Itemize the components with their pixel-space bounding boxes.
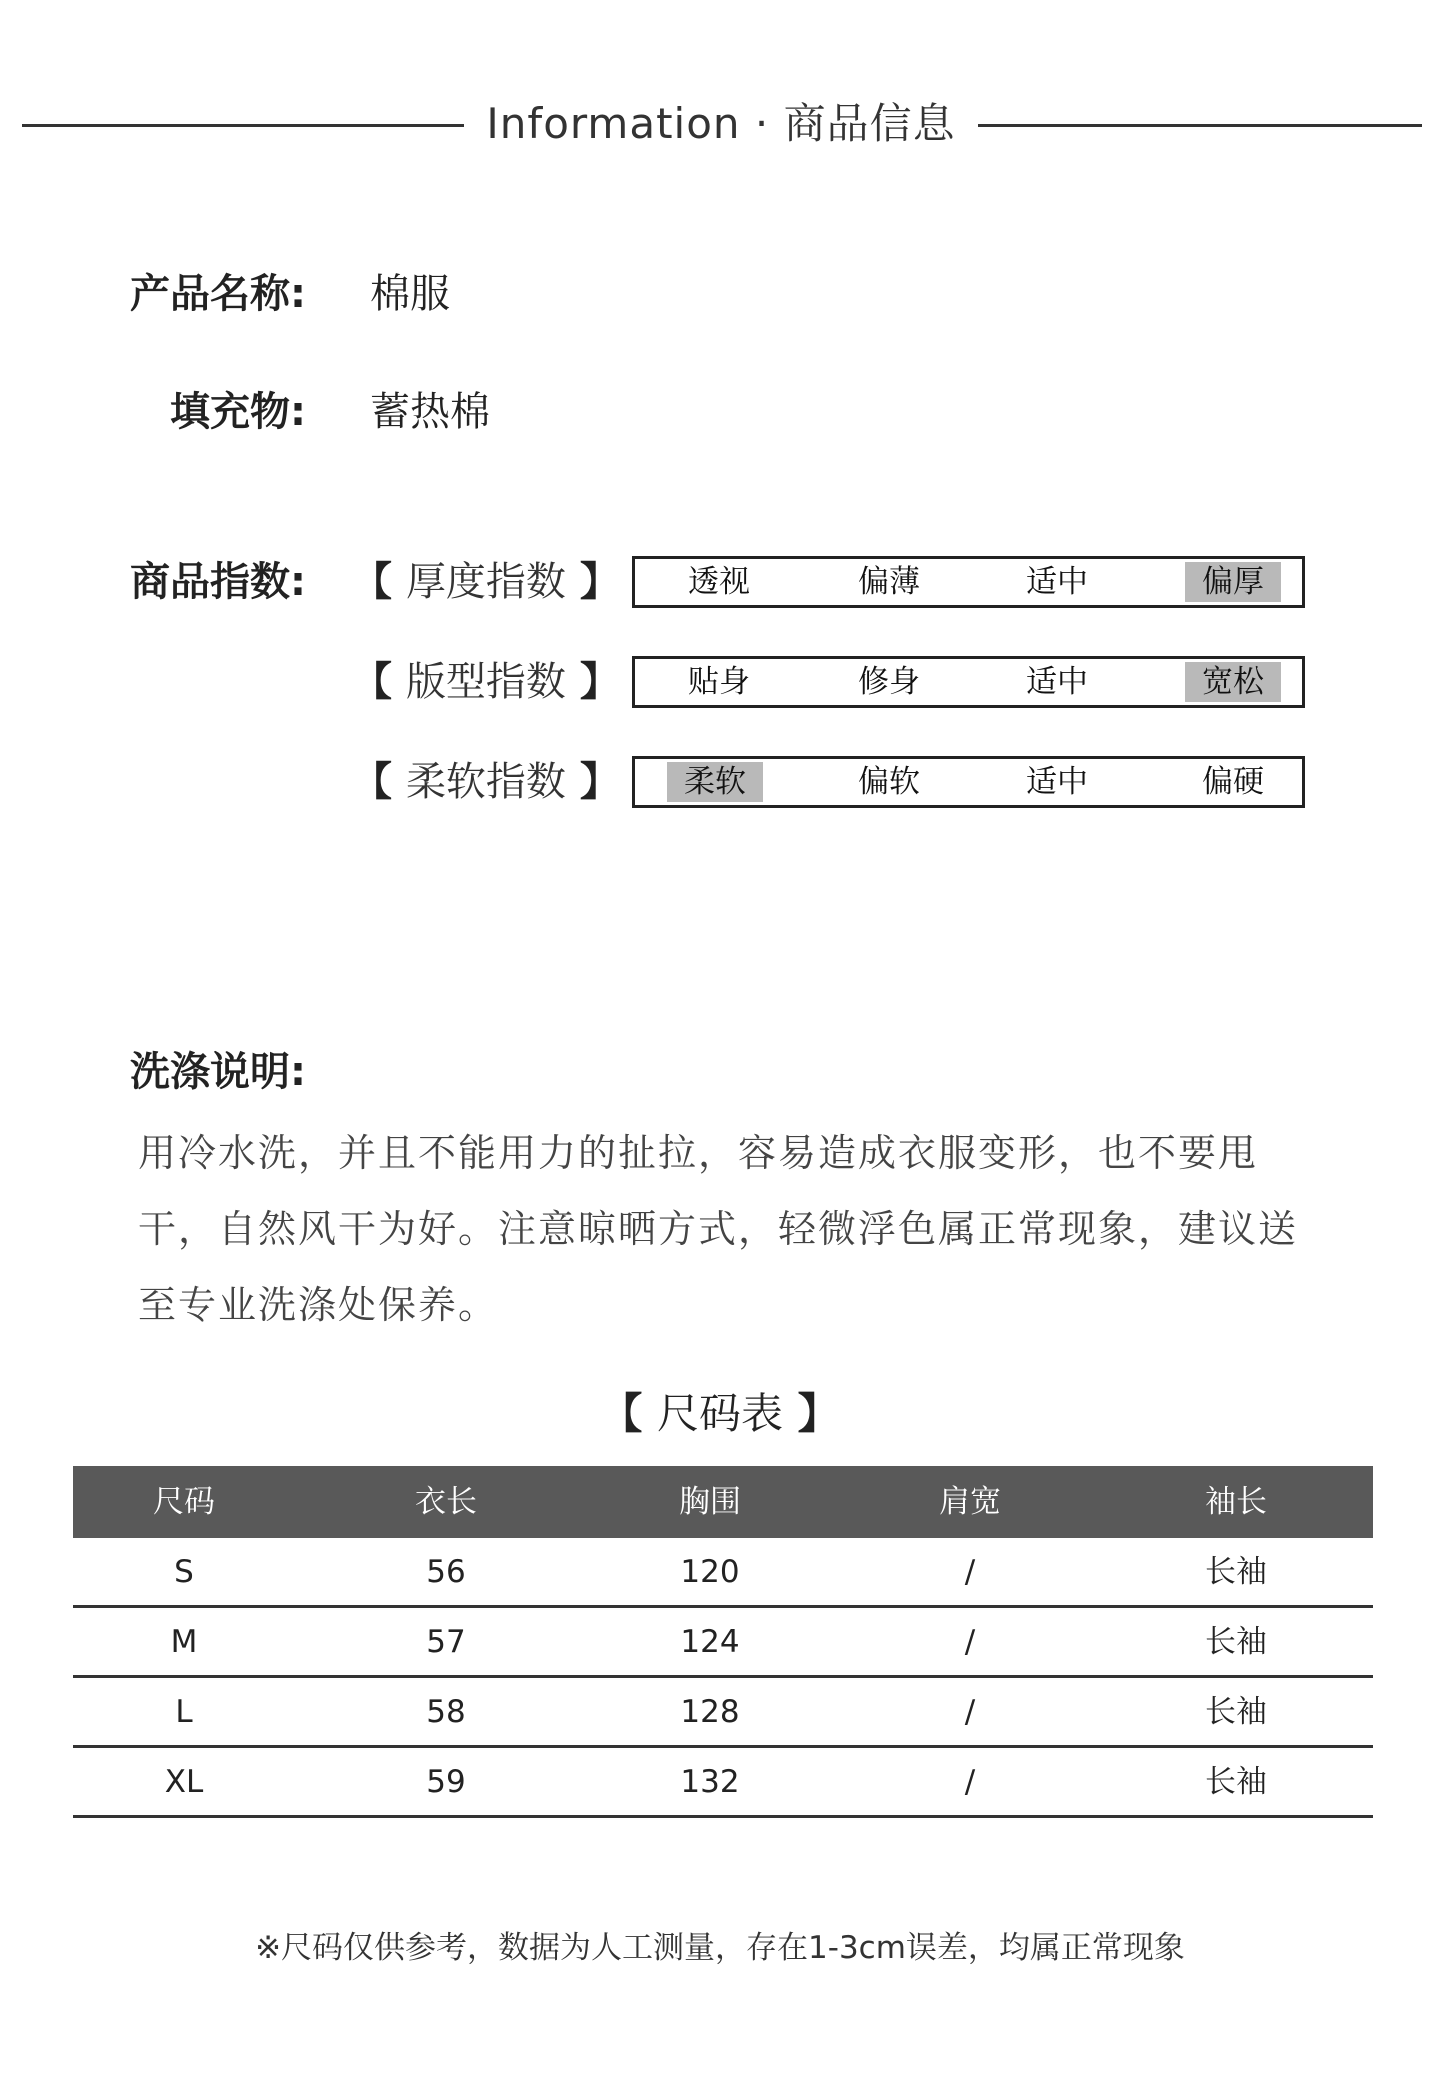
table-cell: 132	[680, 1764, 740, 1800]
table-cell: /	[964, 1694, 976, 1730]
index-option: 偏软	[858, 764, 920, 800]
table-cell: S	[174, 1554, 194, 1590]
table-row	[73, 1748, 1373, 1818]
table-cell: M	[170, 1624, 198, 1660]
table-row	[73, 1538, 1373, 1608]
header-divider-left	[22, 124, 464, 127]
table-cell: L	[175, 1694, 193, 1730]
product-name-value: 棉服	[370, 271, 450, 317]
table-cell: XL	[164, 1764, 204, 1800]
table-cell: 128	[680, 1694, 740, 1730]
table-cell: 长袖	[1205, 1694, 1267, 1730]
size-note: ※尺码仅供参考，数据为人工测量，存在1-3cm误差，均属正常现象	[255, 1930, 1185, 1966]
size-table-header	[73, 1466, 1373, 1538]
index-option: 贴身	[688, 664, 750, 700]
index-option: 适中	[1026, 764, 1088, 800]
washing-text-line: 至专业洗涤处保养。	[138, 1283, 499, 1327]
index-option: 偏薄	[858, 564, 920, 600]
index-name-softness: 【 柔软指数 】	[352, 759, 620, 805]
product-name-label: 产品名称:	[130, 271, 306, 317]
index-option: 适中	[1026, 664, 1088, 700]
table-cell: 长袖	[1205, 1764, 1267, 1800]
size-table-title: 【 尺码表 】	[600, 1389, 840, 1438]
header-cell: 肩宽	[939, 1484, 1001, 1520]
table-cell: 59	[426, 1764, 466, 1800]
index-option-selected: 柔软	[667, 762, 763, 802]
table-cell: /	[964, 1554, 976, 1590]
header-cell: 胸围	[679, 1484, 741, 1520]
index-option: 适中	[1026, 564, 1088, 600]
header-divider-right	[978, 124, 1422, 127]
header-cell: 尺码	[153, 1484, 215, 1520]
filling-label: 填充物:	[170, 389, 306, 435]
indices-label: 商品指数:	[130, 559, 306, 605]
washing-text-line: 用冷水洗，并且不能用力的扯拉，容易造成衣服变形，也不要甩	[138, 1131, 1259, 1175]
table-cell: 58	[426, 1694, 466, 1730]
table-row	[73, 1608, 1373, 1678]
washing-title: 洗涤说明:	[130, 1049, 306, 1095]
filling-value: 蓄热棉	[370, 389, 490, 435]
index-option-selected: 宽松	[1185, 662, 1281, 702]
index-option-selected: 偏厚	[1185, 562, 1281, 602]
index-scale-softness	[632, 756, 1305, 808]
table-cell: 120	[680, 1554, 740, 1590]
index-option: 透视	[688, 564, 750, 600]
washing-text-line: 干，自然风干为好。注意晾晒方式，轻微浮色属正常现象，建议送	[138, 1207, 1299, 1251]
section-title: Information · 商品信息	[486, 99, 956, 148]
table-cell: /	[964, 1624, 976, 1660]
table-cell: 124	[680, 1624, 740, 1660]
header-cell: 衣长	[415, 1484, 477, 1520]
table-cell: /	[964, 1764, 976, 1800]
table-cell: 长袖	[1205, 1624, 1267, 1660]
table-row	[73, 1678, 1373, 1748]
table-cell: 57	[426, 1624, 466, 1660]
index-name-thickness: 【 厚度指数 】	[352, 559, 620, 605]
index-scale-fit	[632, 656, 1305, 708]
header-cell: 袖长	[1205, 1484, 1267, 1520]
index-option: 修身	[858, 664, 920, 700]
index-scale-thickness	[632, 556, 1305, 608]
index-option: 偏硬	[1202, 764, 1264, 800]
table-cell: 长袖	[1205, 1554, 1267, 1590]
table-cell: 56	[426, 1554, 466, 1590]
index-name-fit: 【 版型指数 】	[352, 659, 620, 705]
